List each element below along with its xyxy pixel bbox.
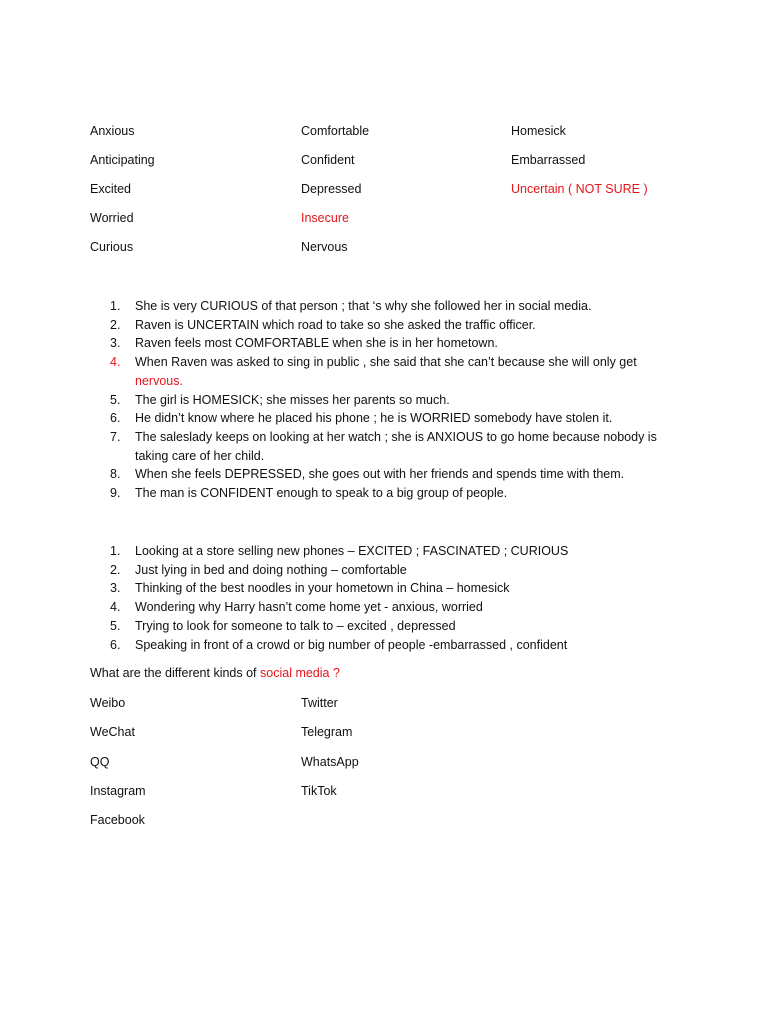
item-text: Wondering why Harry hasn’t come home yet - anxious, worried [135,600,483,615]
item-number: 9. [110,486,121,501]
item-number: 5. [110,392,121,407]
item-text: Trying to look for someone to talk to – excited , depressed [135,618,456,633]
item-number: 3. [110,336,121,351]
item-text: When Raven was asked to sing in public , she said that she can’t because she will only get [135,355,637,370]
item-text: He didn’t know where he placed his phone ; he is WORRIED somebody have stolen it. [135,411,613,426]
social-media-name: WhatsApp [301,754,359,769]
list-item [110,465,670,484]
list-item [110,636,670,655]
question-text: What are the different kinds of [90,666,261,680]
item-text: The girl is HOMESICK; she misses her parents so much. [135,392,450,407]
list-item [110,297,670,316]
question-highlight: social media ? [260,666,340,680]
social-media-grid [90,696,490,842]
list-item [110,316,670,335]
item-number: 2. [110,562,121,577]
list-item [110,579,670,598]
social-media-name: Instagram [90,783,146,798]
item-number: 2. [110,317,121,332]
item-number: 8. [110,467,121,482]
vocab-row [90,182,690,211]
vocab-word: Anticipating [90,153,155,167]
vocab-word-highlighted: Insecure [301,211,349,225]
vocab-row [90,153,690,182]
sentence-list [110,297,670,503]
social-media-name: QQ [90,754,110,769]
list-item [110,334,670,353]
social-row [90,696,490,725]
item-number: 4. [110,355,121,370]
social-media-name: WeChat [90,725,135,740]
item-text: Thinking of the best noodles in your hometown in China – homesick [135,581,510,596]
item-text: Looking at a store selling new phones – EXCITED ; FASCINATED ; CURIOUS [135,544,569,558]
item-text: Just lying in bed and doing nothing – comfortable [135,562,407,577]
vocab-word: Excited [90,182,131,196]
vocab-row [90,211,690,240]
item-number: 5. [110,618,121,633]
list-item [110,391,670,410]
social-media-name: Twitter [301,696,338,710]
item-text: The man is CONFIDENT enough to speak to a big group of people. [135,486,508,501]
vocabulary-grid [90,124,690,269]
vocab-word: Embarrassed [511,153,586,167]
social-media-question [90,666,340,680]
vocab-word: Confident [301,153,355,167]
social-row [90,755,490,784]
vocab-word: Worried [90,211,134,225]
item-text: Speaking in front of a crowd or big number of people -embarrassed , confident [135,637,568,652]
item-text: The saleslady keeps on looking at her watch ; she is ANXIOUS to go home because nobody is taking care of her child. [135,429,657,463]
item-text: Raven is UNCERTAIN which road to take so she asked the traffic officer. [135,317,536,332]
vocab-row [90,240,690,269]
item-text: Raven feels most COMFORTABLE when she is in her hometown. [135,336,498,351]
social-media-name: TikTok [301,783,337,798]
item-number: 3. [110,581,121,596]
item-text-highlighted: nervous. [135,373,183,388]
situation-list [110,542,670,654]
vocab-word: Nervous [301,240,348,254]
social-media-name: Weibo [90,696,126,710]
list-item [110,428,670,465]
list-item [110,617,670,636]
social-row [90,813,490,842]
list-item [110,409,670,428]
vocab-word-highlighted: Uncertain ( NOT SURE ) [511,182,648,196]
social-media-name: Telegram [301,725,353,740]
item-number: 7. [110,429,121,444]
list-item [110,561,670,580]
item-number: 1. [110,299,121,313]
item-number: 6. [110,637,121,652]
list-item [110,598,670,617]
vocab-row [90,124,690,153]
list-item [110,484,670,503]
list-item [110,353,670,390]
social-media-name: Facebook [90,813,145,828]
list-item [110,542,670,561]
item-number: 6. [110,411,121,426]
vocab-word: Homesick [511,124,566,138]
item-text: When she feels DEPRESSED, she goes out with her friends and spends time with them. [135,467,625,482]
social-row [90,784,490,813]
vocab-word: Depressed [301,182,362,196]
social-row [90,725,490,754]
item-text: She is very CURIOUS of that person ; that ‘s why she followed her in social media. [135,299,592,313]
vocab-word: Anxious [90,124,135,138]
vocab-word: Curious [90,240,134,254]
vocab-word: Comfortable [301,124,370,138]
item-number: 4. [110,600,121,615]
item-number: 1. [110,544,121,558]
